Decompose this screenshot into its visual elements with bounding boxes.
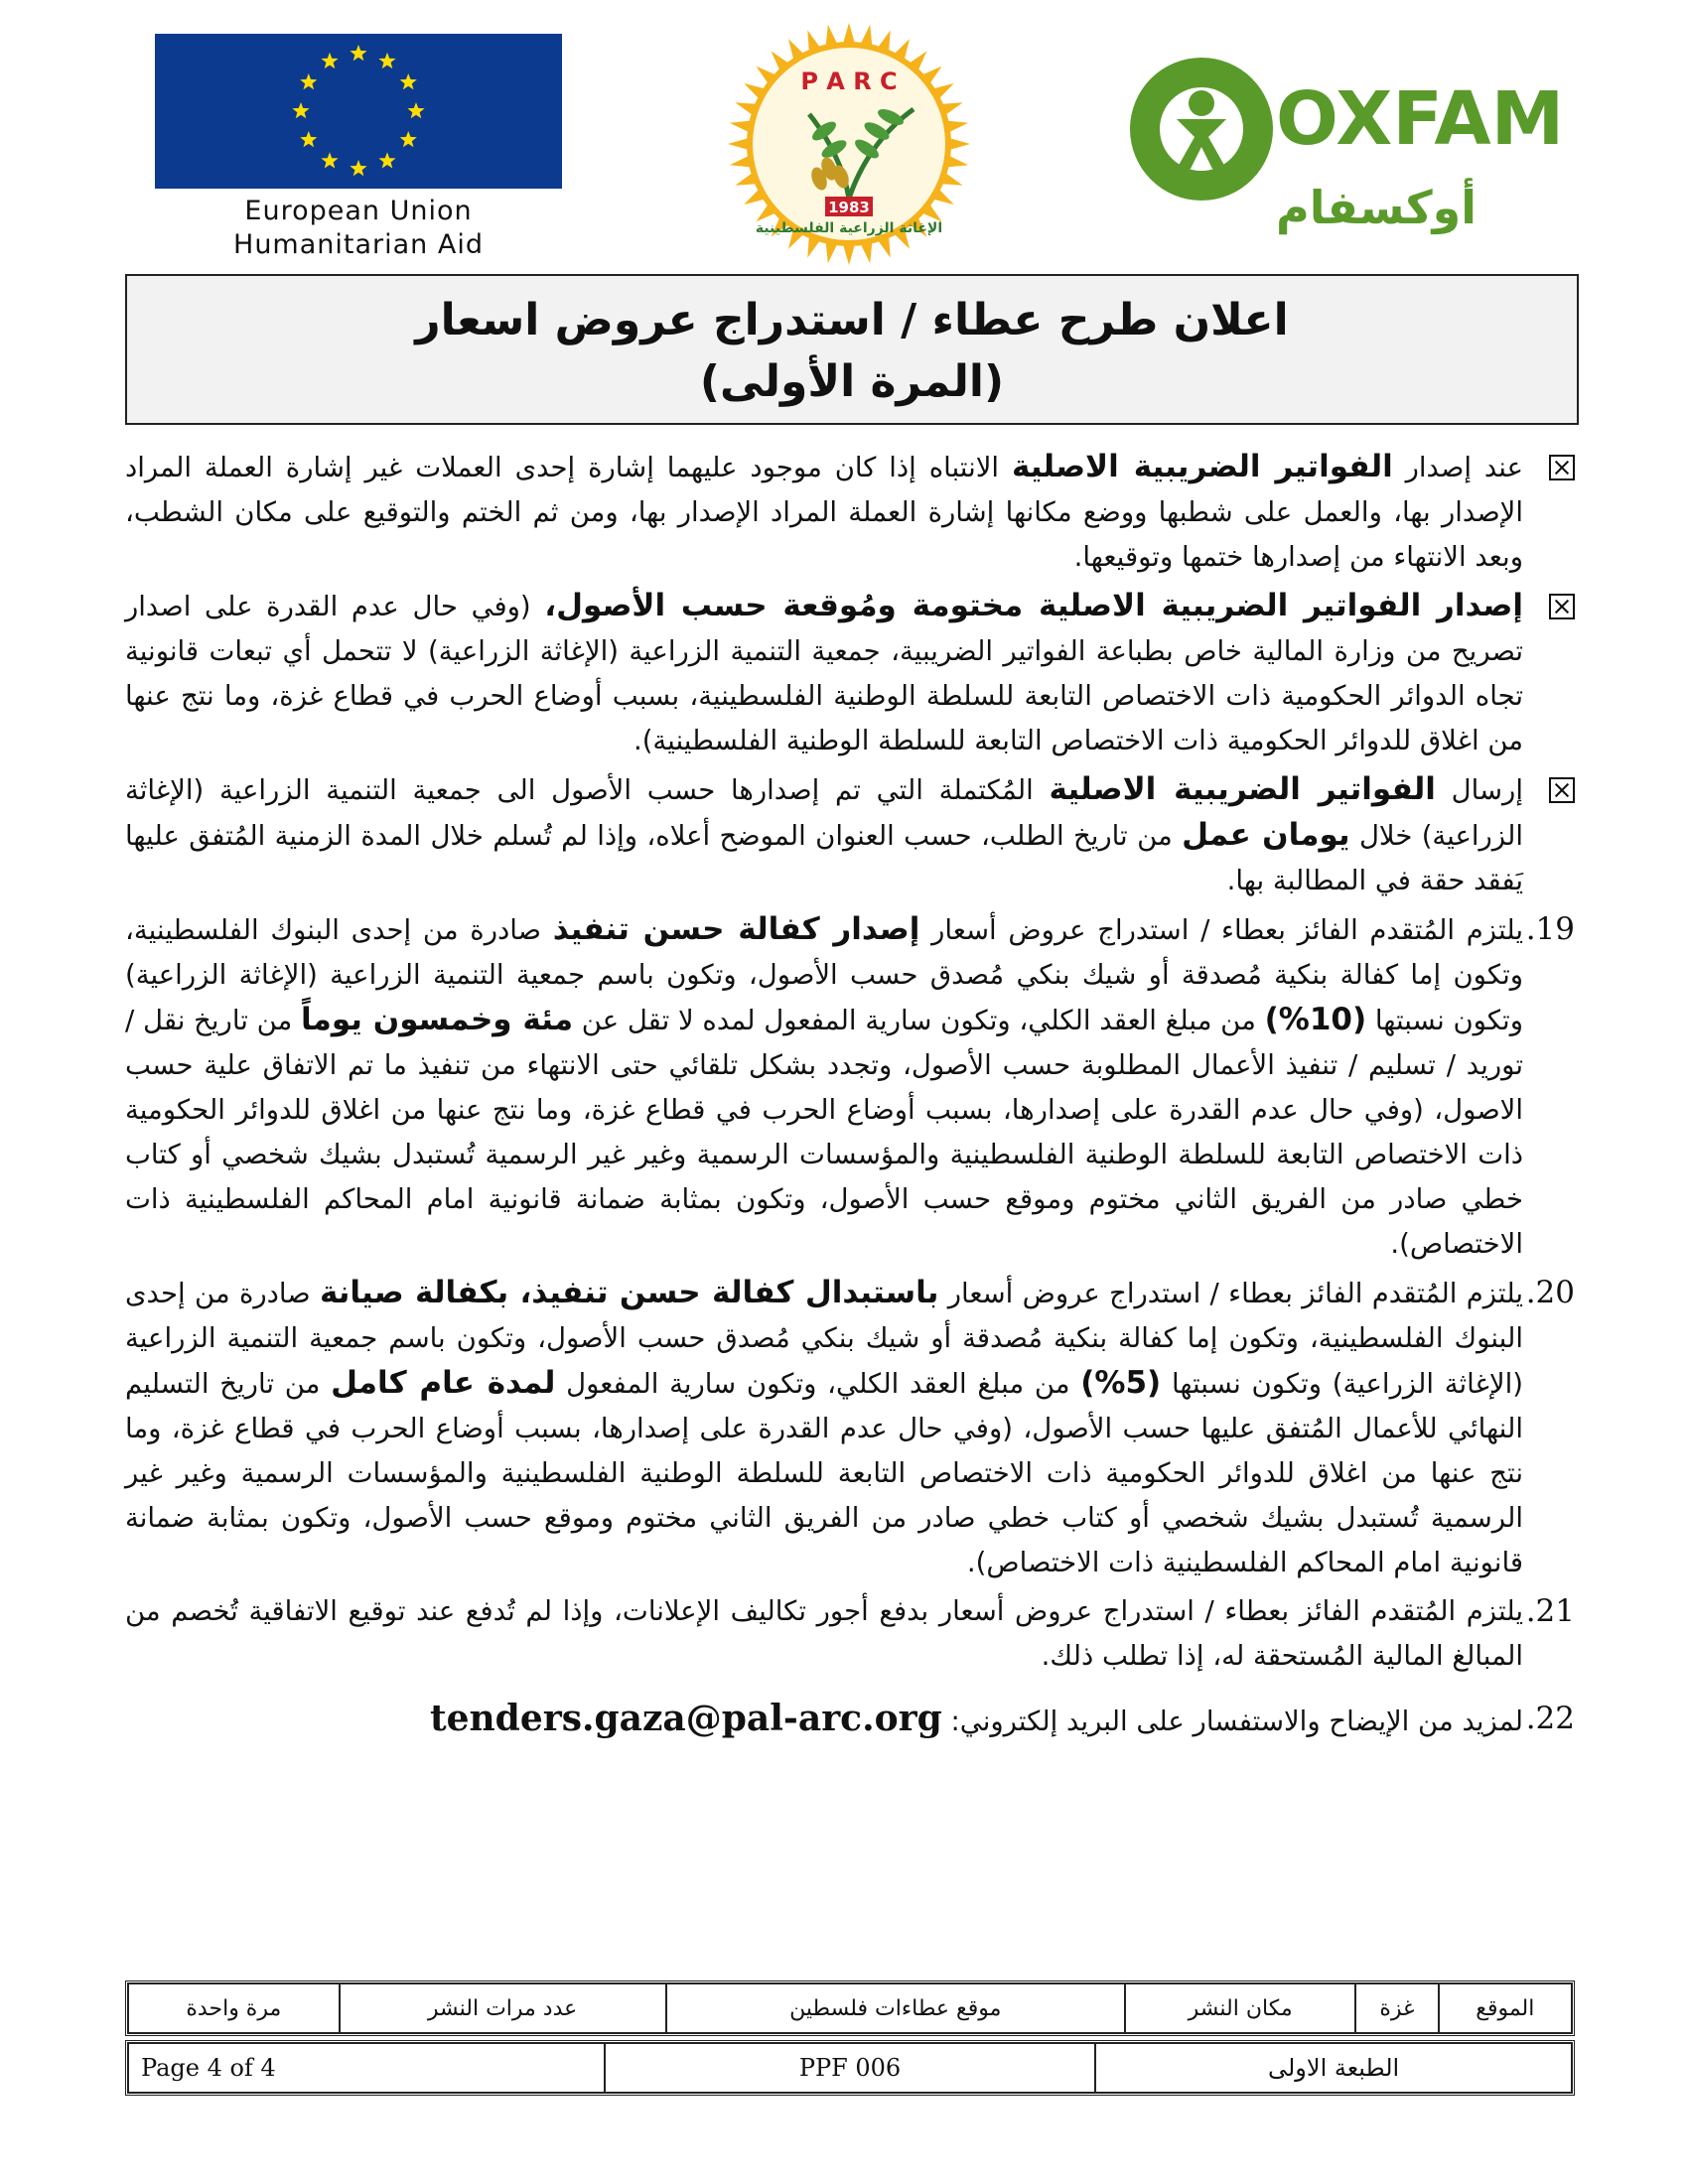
- footer-cell: غزة: [1355, 1983, 1438, 2033]
- parc-arabic-name: الإغاثة الزراعية الفلسطينية: [755, 220, 943, 236]
- item-emphasis: مئة وخمسون يوماً: [301, 1002, 574, 1037]
- item-text: يلتزم المُتقدم الفائز بعطاء / استدراج عروض أسعار: [919, 914, 1523, 946]
- eu-star-icon: [321, 152, 338, 168]
- form-code-cell: PPF 006: [605, 2043, 1095, 2093]
- item-emphasis: باستبدال كفالة حسن تنفيذ، بكفالة صيانة: [319, 1275, 939, 1310]
- list-item: [125, 445, 1575, 580]
- item-emphasis: الفواتير الضريبية الاصلية: [1049, 771, 1436, 807]
- eu-star-icon: [400, 131, 417, 147]
- eu-star-icon: [321, 53, 338, 68]
- item-emphasis: (10%): [1264, 1002, 1367, 1037]
- item-text: (وفي حال عدم القدرة على اصدار تصريح من وزارة المالية خاص بطباعة الفواتير الضريبية، جمعية التنمية الزراعية (الإغاثة الزراعية) لا تتحمل أي تبعات قانونية تجاه الدوائر الحكومية ذات الاختصاص التابعة للسلطة الوطنية الفلسطينية، بسبب أوضاع الحرب في قطاع غزة، وما نتج عنها من اغلاق للدوائر الحكومية ذات الاختصاص التابعة للسلطة الوطنية الفلسطينية).: [125, 591, 1523, 756]
- item-text: الانتباه إذا كان موجود عليهما إشارة إحدى العملات غير إشارة العملة المراد الإصدار بها، والعمل على شطبها ووضع مكانها إشارة العملة المراد الإصدار بها، ومن ثم الختم والتوقيع على مكان الشطب، وبعد الانتهاء من إصدارها ختمها وتوقيعها.: [125, 452, 1523, 573]
- list-item: [125, 1697, 1575, 1744]
- item-text: يلتزم المُتقدم الفائز بعطاء / استدراج عروض أسعار: [938, 1278, 1523, 1309]
- item-number: 20.: [1525, 1275, 1575, 1310]
- item-text: من مبلغ العقد الكلي، وتكون سارية المفعول لمده لا تقل عن: [573, 1005, 1265, 1036]
- oxfam-logo: [1127, 20, 1564, 248]
- item-text: من مبلغ العقد الكلي، وتكون سارية المفعول: [555, 1368, 1081, 1400]
- eu-star-icon: [350, 160, 366, 176]
- eu-flag: [155, 34, 562, 189]
- page-number-cell: Page 4 of 4: [128, 2043, 605, 2093]
- checkbox-bullet-icon: [1549, 767, 1575, 816]
- logo-strip: [149, 20, 1564, 268]
- checkbox-bullet-icon: [1549, 445, 1575, 493]
- contact-email-link[interactable]: tenders.gaza@pal-arc.org: [429, 1698, 942, 1739]
- announcement-title: اعلان طرح عطاء / استدراج عروض اسعار: [415, 295, 1289, 345]
- item-text: من تاريخ نقل / توريد / تسليم / تنفيذ الأعمال المطلوبة حسب الأصول، وتجدد بشكل تلقائي حتى الانتهاء من تنفيذ ما تم الاتفاق علية حسب الاصول، (وفي حال عدم القدرة على إصدارها، بسبب أوضاع الحرب في قطاع غزة، وما نتج عنها من اغلاق للدوائر الحكومية ذات الاختصاص التابعة للسلطة الوطنية الفلسطينية والمؤسسات الرسمية وغير غير الرسمية تُستبدل بشيك شخصي أو كتاب خطي صادر من الفريق الثاني مختوم وموقع حسب الأصول، وتكون بمثابة ضمانة قانونية امام المحاكم الفلسطينية ذات الاختصاص).: [125, 1005, 1523, 1260]
- list-item: [125, 584, 1575, 763]
- item-text: إرسال: [1435, 774, 1523, 806]
- item-text: صادرة من إحدى البنوك الفلسطينية، وتكون إما كفالة بنكية مُصدقة أو شيك بنكي مُصدق حسب الأصول، وتكون باسم جمعية التنمية الزراعية (الإغاثة الزراعية) وتكون نسبتها: [125, 1278, 1523, 1400]
- item-emphasis: إصدار كفالة حسن تنفيذ: [552, 911, 920, 947]
- document-control-table: [125, 2040, 1575, 2096]
- footer-cell: موقع عطاءات فلسطين: [666, 1983, 1126, 2033]
- list-item: [125, 1589, 1575, 1679]
- publication-info-table: [125, 1980, 1575, 2036]
- item-number: 22.: [1525, 1701, 1575, 1736]
- item-text: من تاريخ الطلب، حسب العنوان الموضح أعلاه، وإذا لم تُسلم خلال المدة الزمنية المُتفق عليها يَفقد حقة في المطالبة بها.: [125, 820, 1523, 896]
- item-number: 19.: [1525, 911, 1575, 947]
- eu-caption-line2: Humanitarian Aid: [233, 229, 484, 260]
- announcement-subtitle: (المرة الأولى): [699, 356, 1005, 407]
- eu-star-icon: [378, 53, 395, 68]
- list-item: [125, 767, 1575, 903]
- item-text: من تاريخ التسليم النهائي للأعمال المُتفق عليها حسب الأصول، (وفي حال عدم القدرة على إصدارها، بسبب أوضاع الحرب في قطاع غزة، وما نتج عنها من اغلاق للدوائر الحكومية ذات الاختصاص التابعة للسلطة الوطنية الفلسطينية والمؤسسات الرسمية وغير غير الرسمية تُستبدل بشيك شخصي أو كتاب خطي صادر من الفريق الثاني مختوم وموقع حسب الأصول، وتكون بمثابة ضمانة قانونية امام المحاكم الفلسطينية ذات الاختصاص).: [125, 1368, 1523, 1578]
- item-text: صادرة من إحدى البنوك الفلسطينية، وتكون إما كفالة بنكية مُصدقة أو شيك بنكي مُصدق حسب الأصول، وتكون باسم جمعية التنمية الزراعية (الإغاثة الزراعية) وتكون نسبتها: [125, 914, 1523, 1036]
- eu-stars-icon: [155, 34, 562, 189]
- document-footer: [125, 1980, 1575, 2096]
- item-text: يلتزم المُتقدم الفائز بعطاء / استدراج عروض أسعار بدفع أجور تكاليف الإعلانات، وإذا لم تُدفع عند توقيع الاتفاقية تُخصم من المبالغ المالية المُستحقة له، إذا تطلب ذلك.: [125, 1595, 1523, 1672]
- oxfam-emblem-icon: [1127, 20, 1564, 248]
- parc-year: 1983: [828, 199, 870, 216]
- eu-star-icon: [350, 45, 366, 61]
- eu-caption: [155, 195, 562, 262]
- item-text: لمزيد من الإيضاح والاستفسار على البريد إلكتروني:: [941, 1706, 1523, 1737]
- eu-star-icon: [292, 102, 309, 118]
- item-emphasis: الفواتير الضريبية الاصلية: [1011, 449, 1393, 484]
- eu-star-icon: [400, 73, 417, 89]
- eu-caption-line1: European Union: [244, 196, 473, 226]
- item-text: عند إصدار: [1392, 452, 1524, 483]
- list-item: [125, 1271, 1575, 1585]
- checkbox-bullet-icon: [1549, 584, 1575, 632]
- item-emphasis: (5%): [1080, 1365, 1162, 1401]
- eu-star-icon: [378, 152, 395, 168]
- eu-humanitarian-aid-logo: [155, 34, 572, 262]
- footer-cell: مرة واحدة: [128, 1983, 340, 2033]
- eu-star-icon: [300, 131, 317, 147]
- item-number: 21.: [1525, 1593, 1575, 1629]
- eu-star-icon: [407, 102, 424, 118]
- parc-logo: [631, 20, 1067, 268]
- item-emphasis: إصدار الفواتير الضريبية الاصلية مختومة ومُوقعة حسب الأصول،: [544, 588, 1523, 623]
- footer-cell: مكان النشر: [1125, 1983, 1355, 2033]
- parc-text: P A R C: [800, 68, 898, 95]
- oxfam-arabic-wordmark: أوكسفام: [1276, 181, 1477, 234]
- parc-sun-emblem: [631, 20, 1067, 268]
- edition-cell: الطبعة الاولى: [1095, 2043, 1572, 2093]
- terms-list: [125, 445, 1575, 1748]
- footer-cell: الموقع: [1439, 1983, 1572, 2033]
- item-emphasis: يومان عمل: [1182, 817, 1350, 853]
- item-text: المُكتملة التي تم إصدارها حسب الأصول الى جمعية التنمية الزراعية (الإغاثة الزراعية) خلال: [125, 774, 1523, 852]
- eu-star-icon: [300, 73, 317, 89]
- announcement-title-box: [125, 274, 1579, 425]
- list-item: [125, 907, 1575, 1267]
- footer-cell: عدد مرات النشر: [340, 1983, 666, 2033]
- oxfam-wordmark: OXFAM: [1276, 76, 1564, 162]
- item-emphasis: لمدة عام كامل: [331, 1365, 556, 1401]
